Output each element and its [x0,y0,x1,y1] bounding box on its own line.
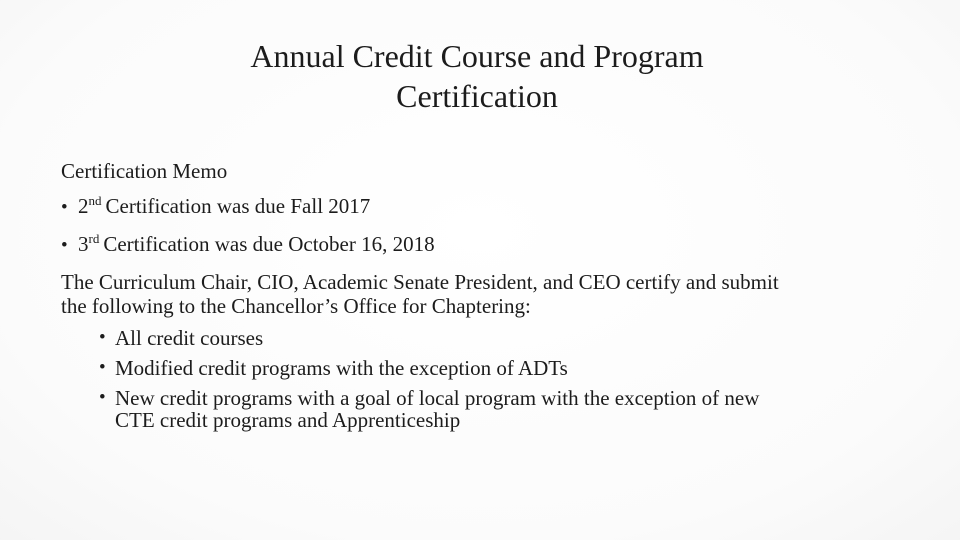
list-item [61,353,911,383]
submission-list [61,323,911,431]
bullet-icon: • [61,197,68,218]
bullet-text: Certification was due Fall 2017 [105,194,371,218]
ordinal-suffix: rd [88,231,100,246]
list-item-continuation: CTE credit programs and Apprenticeship [115,408,461,432]
list-item-text: Modified credit programs with the exception of ADTs [115,356,568,380]
bullet-item-2nd-certification [61,188,911,226]
slide-body [61,155,911,431]
slide-title [0,36,954,116]
bullet-icon: • [99,387,106,408]
bullet-icon: • [99,357,106,378]
bullet-icon: • [99,327,106,348]
slide-title-line-2: Certification [396,78,558,114]
list-item-text: All credit courses [115,326,264,350]
ordinal-number: 2 [78,194,89,218]
bullet-text: Certification was due October 16, 2018 [103,232,435,256]
ordinal-number: 3 [78,232,89,256]
bullet-icon: • [61,235,68,256]
list-item [61,383,911,431]
paragraph-line-2: the following to the Chancellor’s Office for Chaptering: [61,294,531,318]
list-item [61,323,911,353]
list-item-text: New credit programs with a goal of local program with the exception of new [115,386,760,410]
slide-title-line-1: Annual Credit Course and Program [250,38,704,74]
bullet-item-3rd-certification [61,226,911,264]
memo-heading: Certification Memo [61,159,228,183]
certification-paragraph [61,270,911,318]
paragraph-line-1: The Curriculum Chair, CIO, Academic Senate President, and CEO certify and submit [61,270,779,294]
ordinal-suffix: nd [88,193,102,208]
